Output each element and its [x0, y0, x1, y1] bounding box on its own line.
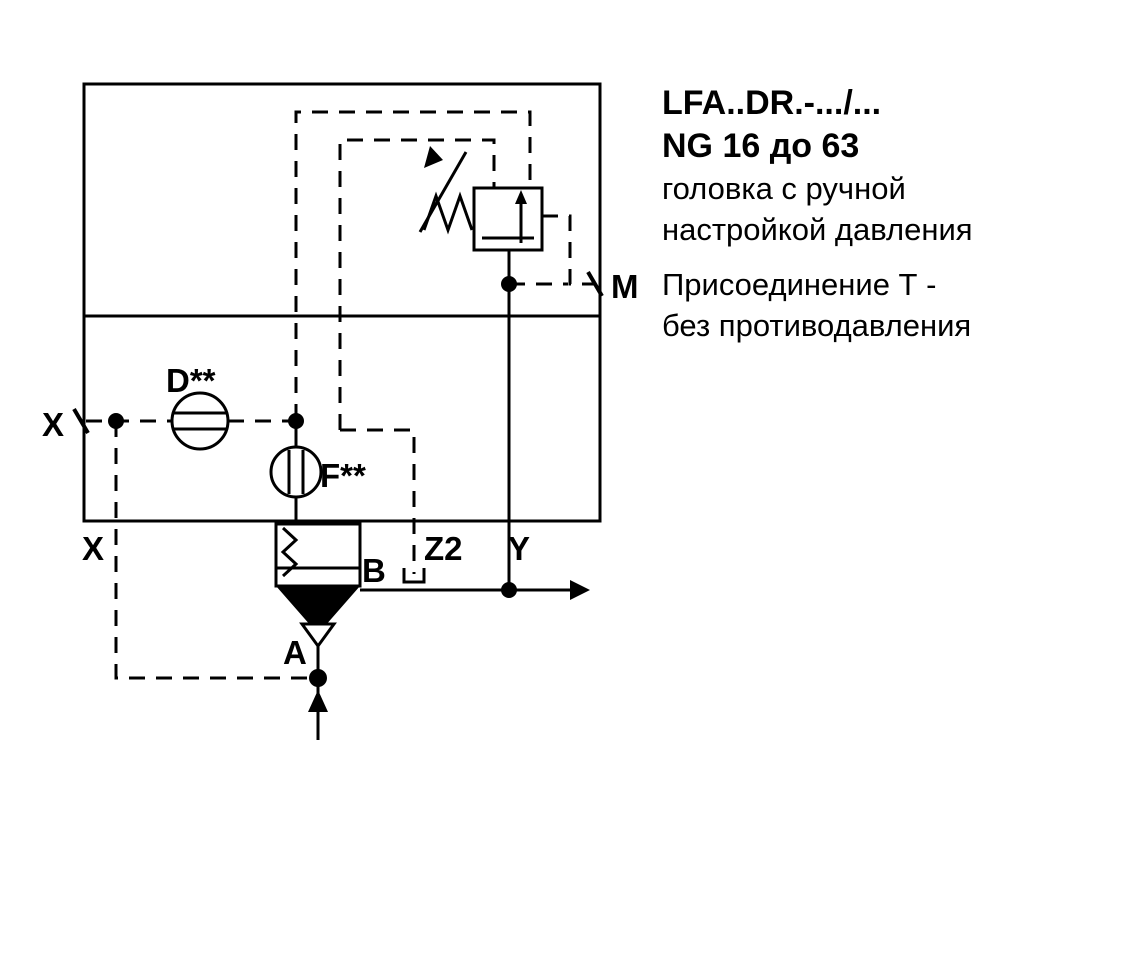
desc-line-1: головка с ручной [662, 170, 906, 206]
junction-dot-m [501, 276, 517, 292]
junction-dot-a [309, 669, 327, 687]
junction-dot-y [501, 582, 517, 598]
pilot-valve-flow-arrow-head [515, 190, 527, 204]
port-x-lower-label: X [82, 530, 105, 567]
model-line-2: NG 16 до 63 [662, 126, 860, 165]
port-z2-label: Z2 [424, 530, 463, 567]
desc-line-3: Присоединение Т - [662, 267, 937, 303]
port-a-arrow [308, 690, 328, 712]
caption-spacer [662, 250, 1102, 264]
caption-block [662, 82, 1102, 347]
port-a-label: A [283, 634, 307, 671]
pilot-valve-body [474, 188, 542, 250]
port-b-label: B [362, 552, 386, 589]
model-line-1: LFA..DR.-.../... [662, 84, 882, 122]
desc-line-4: без противодавления [662, 308, 972, 344]
port-x-left-label: X [42, 406, 65, 443]
port-b-arrow [570, 580, 590, 600]
port-m-label: M [611, 268, 639, 305]
orifice-f-label: F** [320, 457, 366, 494]
orifice-d-label: D** [166, 362, 216, 399]
manual-adjust-arrow-head [424, 146, 443, 168]
pilot-dashed-inner-loop [340, 140, 494, 430]
orifice-f-icon [271, 447, 321, 497]
port-x-tick [74, 409, 88, 433]
desc-line-2: настройкой давления [662, 211, 973, 247]
port-y-label: Y [508, 530, 531, 567]
orifice-d-icon [172, 393, 228, 449]
z2-bracket-symbol [404, 568, 424, 582]
